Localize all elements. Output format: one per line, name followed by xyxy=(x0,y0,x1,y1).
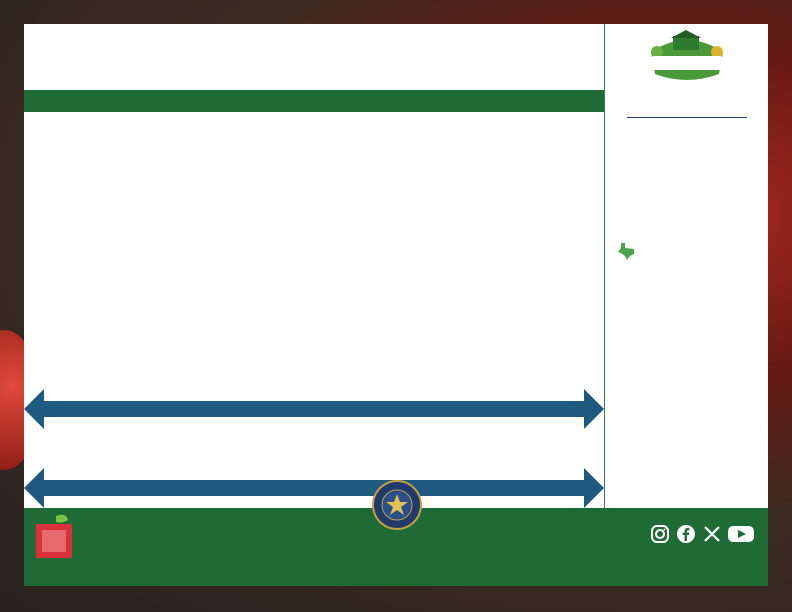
announcements-underline xyxy=(627,117,747,118)
social-links xyxy=(650,524,754,544)
break-arrow-week5 xyxy=(24,466,604,510)
texas-farm-fresh-logo xyxy=(637,30,737,94)
facebook-icon[interactable] xyxy=(676,524,696,544)
youtube-icon[interactable] xyxy=(728,524,754,544)
menu-sheet xyxy=(24,24,768,586)
break-arrow-week4 xyxy=(24,387,604,431)
x-icon[interactable] xyxy=(702,524,722,544)
instagram-icon[interactable] xyxy=(650,524,670,544)
footer xyxy=(24,508,768,586)
square-meals-logo xyxy=(34,512,74,560)
announcements-panel xyxy=(604,24,769,508)
calendar-grid xyxy=(24,90,604,112)
texas-state-icon xyxy=(617,242,635,260)
tda-seal-icon xyxy=(372,480,422,530)
weekday-header xyxy=(24,90,604,112)
